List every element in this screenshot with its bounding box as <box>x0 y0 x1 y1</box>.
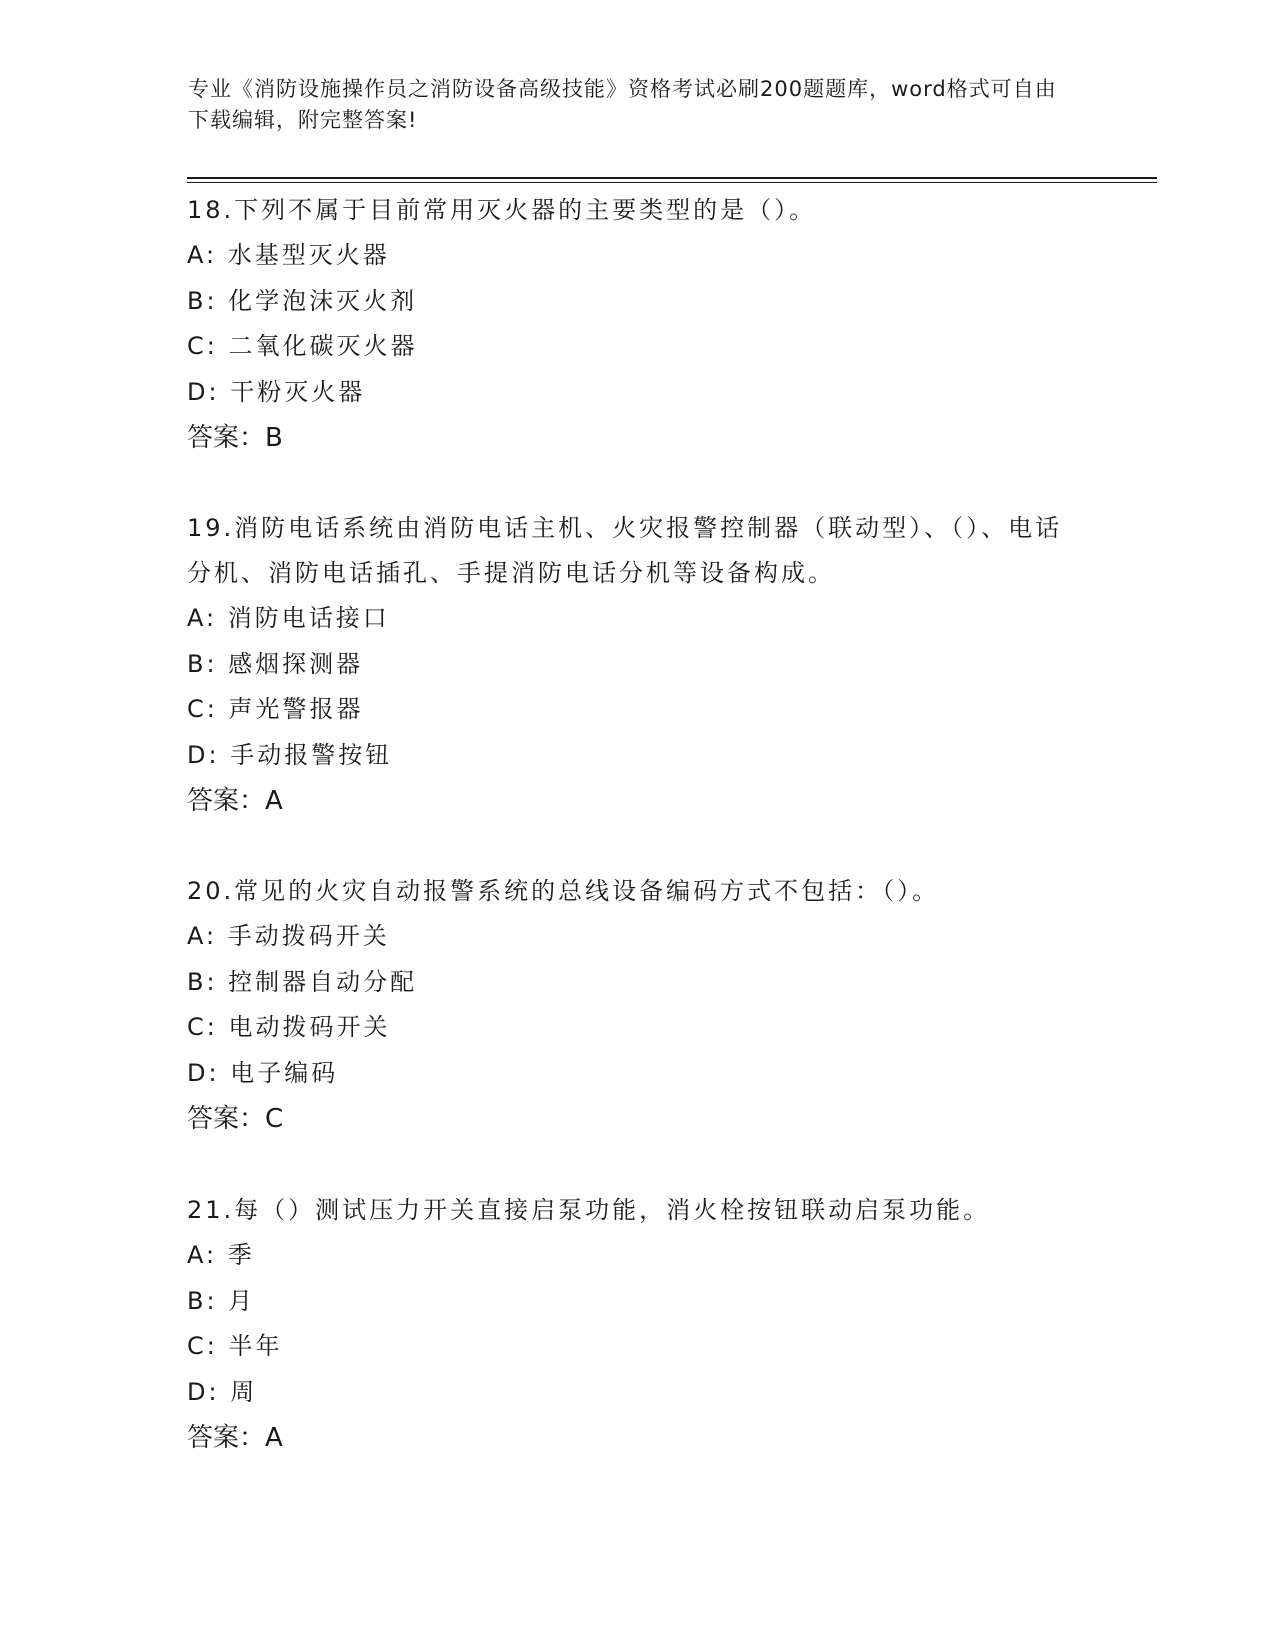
option-c: C: 半年 <box>187 1332 283 1360</box>
option-a: A: 水基型灭火器 <box>187 241 390 269</box>
option-d: D: 电子编码 <box>187 1058 339 1087</box>
option-c: C: 电动拨码开关 <box>187 1013 391 1041</box>
question-stem: 18.下列不属于目前常用灭火器的主要类型的是（）。 <box>187 196 817 224</box>
option-b: B: 控制器自动分配 <box>187 967 418 996</box>
option-b: B: 月 <box>187 1286 256 1315</box>
question-stem: 21.每（）测试压力开关直接启泵功能，消火栓按钮联动启泵功能。 <box>187 1196 991 1224</box>
option-c: C: 二氧化碳灭火器 <box>187 332 418 360</box>
option-a: A: 消防电话接口 <box>187 604 390 632</box>
question-block <box>187 869 1087 1142</box>
answer-line: 答案：A <box>187 1423 283 1453</box>
answer-line: 答案：B <box>187 423 283 453</box>
question-stem: 19.消防电话系统由消防电话主机、火灾报警控制器（联动型）、（）、电话分机、消防电话插孔、手提消防电话分机等设备构成。 <box>187 514 1063 587</box>
option-d: D: 手动报警按钮 <box>187 740 393 769</box>
option-a: A: 手动拨码开关 <box>187 922 390 950</box>
header-divider <box>187 177 1157 183</box>
answer-line: 答案：A <box>187 786 283 816</box>
option-b: B: 感烟探测器 <box>187 649 364 678</box>
option-b: B: 化学泡沫灭火剂 <box>187 286 418 315</box>
option-d: D: 周 <box>187 1377 258 1406</box>
question-stem: 20.常见的火灾自动报警系统的总线设备编码方式不包括：（）。 <box>187 877 940 905</box>
question-block <box>187 506 1087 824</box>
option-c: C: 声光警报器 <box>187 695 364 723</box>
document-header: 专业《消防设施操作员之消防设备高级技能》资格考试必刷200题题库，word格式可自由下载编辑，附完整答案! <box>188 77 1057 132</box>
question-block <box>187 188 1087 461</box>
option-d: D: 干粉灭火器 <box>187 377 366 406</box>
option-a: A: 季 <box>187 1241 255 1269</box>
answer-line: 答案：C <box>187 1104 284 1134</box>
question-block <box>187 1188 1087 1461</box>
